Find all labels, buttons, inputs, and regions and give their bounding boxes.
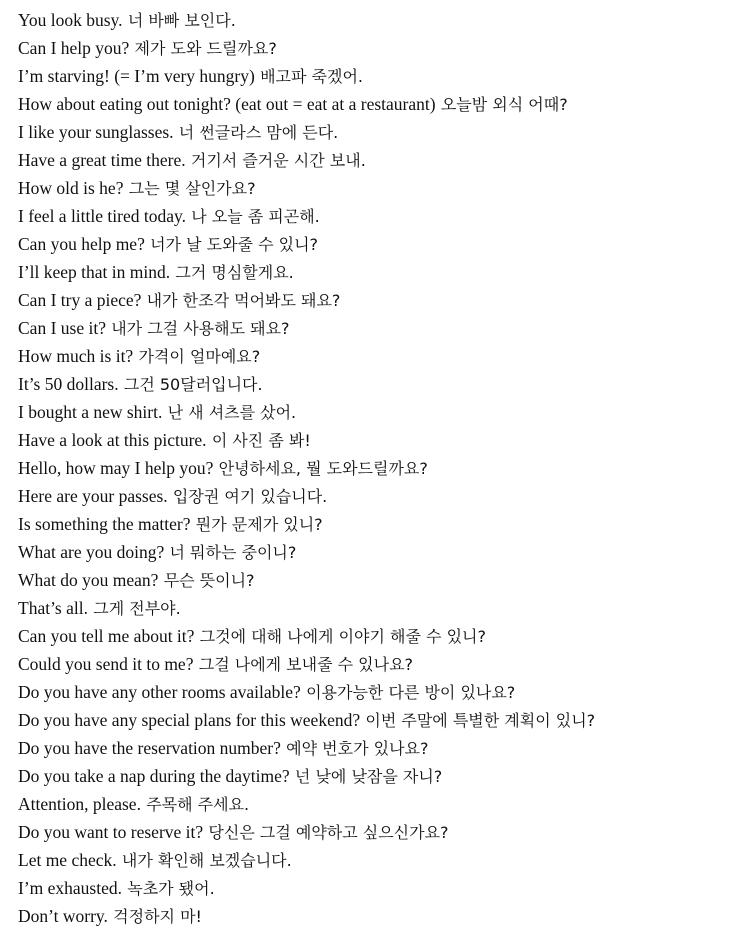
english-phrase: I bought a new shirt. <box>18 402 163 422</box>
phrase-line <box>18 538 748 566</box>
english-phrase: Let me check. <box>18 850 117 870</box>
english-phrase: I’m exhausted. <box>18 878 122 898</box>
phrase-line <box>18 286 748 314</box>
phrase-line <box>18 510 748 538</box>
phrase-line <box>18 398 748 426</box>
english-phrase: What do you mean? <box>18 570 159 590</box>
korean-translation: 가격이 얼마예요? <box>138 347 261 366</box>
korean-translation: 예약 번호가 있나요? <box>286 739 429 758</box>
english-phrase: What are you doing? <box>18 542 165 562</box>
korean-translation: 녹초가 됐어. <box>127 879 215 898</box>
korean-translation: 이번 주말에 특별한 계획이 있니? <box>365 711 596 730</box>
english-phrase: How old is he? <box>18 178 124 198</box>
english-phrase: I’ll keep that in mind. <box>18 262 171 282</box>
phrase-line <box>18 622 748 650</box>
english-phrase: You look busy. <box>18 10 123 30</box>
phrase-line <box>18 454 748 482</box>
english-phrase: I’m starving! (= I’m very hungry) <box>18 66 255 86</box>
phrase-line <box>18 314 748 342</box>
korean-translation: 너 뭐하는 중이니? <box>169 543 297 562</box>
english-phrase: Do you have any other rooms available? <box>18 682 301 702</box>
phrase-line <box>18 146 748 174</box>
phrase-line <box>18 258 748 286</box>
phrase-line <box>18 202 748 230</box>
english-phrase: Can I use it? <box>18 318 106 338</box>
korean-translation: 오늘밤 외식 어때? <box>440 95 568 114</box>
phrase-line <box>18 902 748 930</box>
phrase-list <box>18 6 748 930</box>
korean-translation: 안녕하세요, 뭘 도와드릴까요? <box>218 459 428 478</box>
korean-translation: 무슨 뜻이니? <box>163 571 255 590</box>
phrase-line <box>18 174 748 202</box>
korean-translation: 거기서 즐거운 시간 보내. <box>190 151 366 170</box>
korean-translation: 이용가능한 다른 방이 있나요? <box>306 683 516 702</box>
phrase-line <box>18 706 748 734</box>
korean-translation: 이 사진 좀 봐! <box>211 431 311 450</box>
korean-translation: 나 오늘 좀 피곤해. <box>191 207 320 226</box>
phrase-line <box>18 678 748 706</box>
korean-translation: 입장권 여기 있습니다. <box>172 487 328 506</box>
korean-translation: 내가 그걸 사용해도 돼요? <box>111 319 290 338</box>
english-phrase: Do you have the reservation number? <box>18 738 281 758</box>
phrase-line <box>18 650 748 678</box>
phrase-line <box>18 34 748 62</box>
korean-translation: 걱정하지 마! <box>113 907 202 926</box>
phrase-line <box>18 62 748 90</box>
english-phrase: Can I help you? <box>18 38 130 58</box>
english-phrase: Do you take a nap during the daytime? <box>18 766 290 786</box>
phrase-line <box>18 762 748 790</box>
korean-translation: 그는 몇 살인가요? <box>128 179 256 198</box>
english-phrase: Don’t worry. <box>18 906 108 926</box>
korean-translation: 넌 낮에 낮잠을 자니? <box>294 767 443 786</box>
korean-translation: 그건 50달러입니다. <box>123 375 263 394</box>
phrase-line <box>18 482 748 510</box>
phrase-line <box>18 90 748 118</box>
phrase-line <box>18 818 748 846</box>
korean-translation: 그걸 나에게 보내줄 수 있나요? <box>198 655 414 674</box>
english-phrase: Could you send it to me? <box>18 654 194 674</box>
english-phrase: Is something the matter? <box>18 514 191 534</box>
phrase-line <box>18 566 748 594</box>
english-phrase: Have a look at this picture. <box>18 430 207 450</box>
english-phrase: Attention, please. <box>18 794 141 814</box>
english-phrase: That’s all. <box>18 598 88 618</box>
korean-translation: 뭔가 문제가 있니? <box>195 515 323 534</box>
phrase-line <box>18 118 748 146</box>
english-phrase: I feel a little tired today. <box>18 206 186 226</box>
phrase-line <box>18 6 748 34</box>
korean-translation: 내가 확인해 보겠습니다. <box>121 851 292 870</box>
english-phrase: Can I try a piece? <box>18 290 142 310</box>
english-phrase: How much is it? <box>18 346 134 366</box>
phrase-line <box>18 370 748 398</box>
english-phrase: Hello, how may I help you? <box>18 458 214 478</box>
phrase-line <box>18 230 748 258</box>
phrase-line <box>18 734 748 762</box>
english-phrase: Can you help me? <box>18 234 145 254</box>
phrase-line <box>18 790 748 818</box>
korean-translation: 그게 전부야. <box>93 599 181 618</box>
phrase-line <box>18 594 748 622</box>
korean-translation: 당신은 그걸 예약하고 싶으신가요? <box>208 823 449 842</box>
phrase-line <box>18 874 748 902</box>
korean-translation: 그것에 대해 나에게 이야기 해줄 수 있니? <box>199 627 486 646</box>
phrase-line <box>18 426 748 454</box>
korean-translation: 내가 한조각 먹어봐도 돼요? <box>146 291 341 310</box>
english-phrase: Can you tell me about it? <box>18 626 195 646</box>
english-phrase: It’s 50 dollars. <box>18 374 119 394</box>
korean-translation: 너 썬글라스 맘에 든다. <box>178 123 339 142</box>
english-phrase: Do you have any special plans for this weekend? <box>18 710 361 730</box>
korean-translation: 너가 날 도와줄 수 있니? <box>150 235 319 254</box>
english-phrase: How about eating out tonight? (eat out = eat at a restaurant) <box>18 94 436 114</box>
korean-translation: 그거 명심할게요. <box>175 263 294 282</box>
korean-translation: 너 바빠 보인다. <box>127 11 236 30</box>
english-phrase: Here are your passes. <box>18 486 168 506</box>
korean-translation: 주목해 주세요. <box>146 795 250 814</box>
phrase-line <box>18 846 748 874</box>
korean-translation: 제가 도와 드릴까요? <box>134 39 277 58</box>
english-phrase: I like your sunglasses. <box>18 122 174 142</box>
english-phrase: Have a great time there. <box>18 150 186 170</box>
phrase-line <box>18 342 748 370</box>
korean-translation: 배고파 죽겠어. <box>260 67 363 86</box>
english-phrase: Do you want to reserve it? <box>18 822 204 842</box>
korean-translation: 난 새 셔츠를 샀어. <box>167 403 297 422</box>
